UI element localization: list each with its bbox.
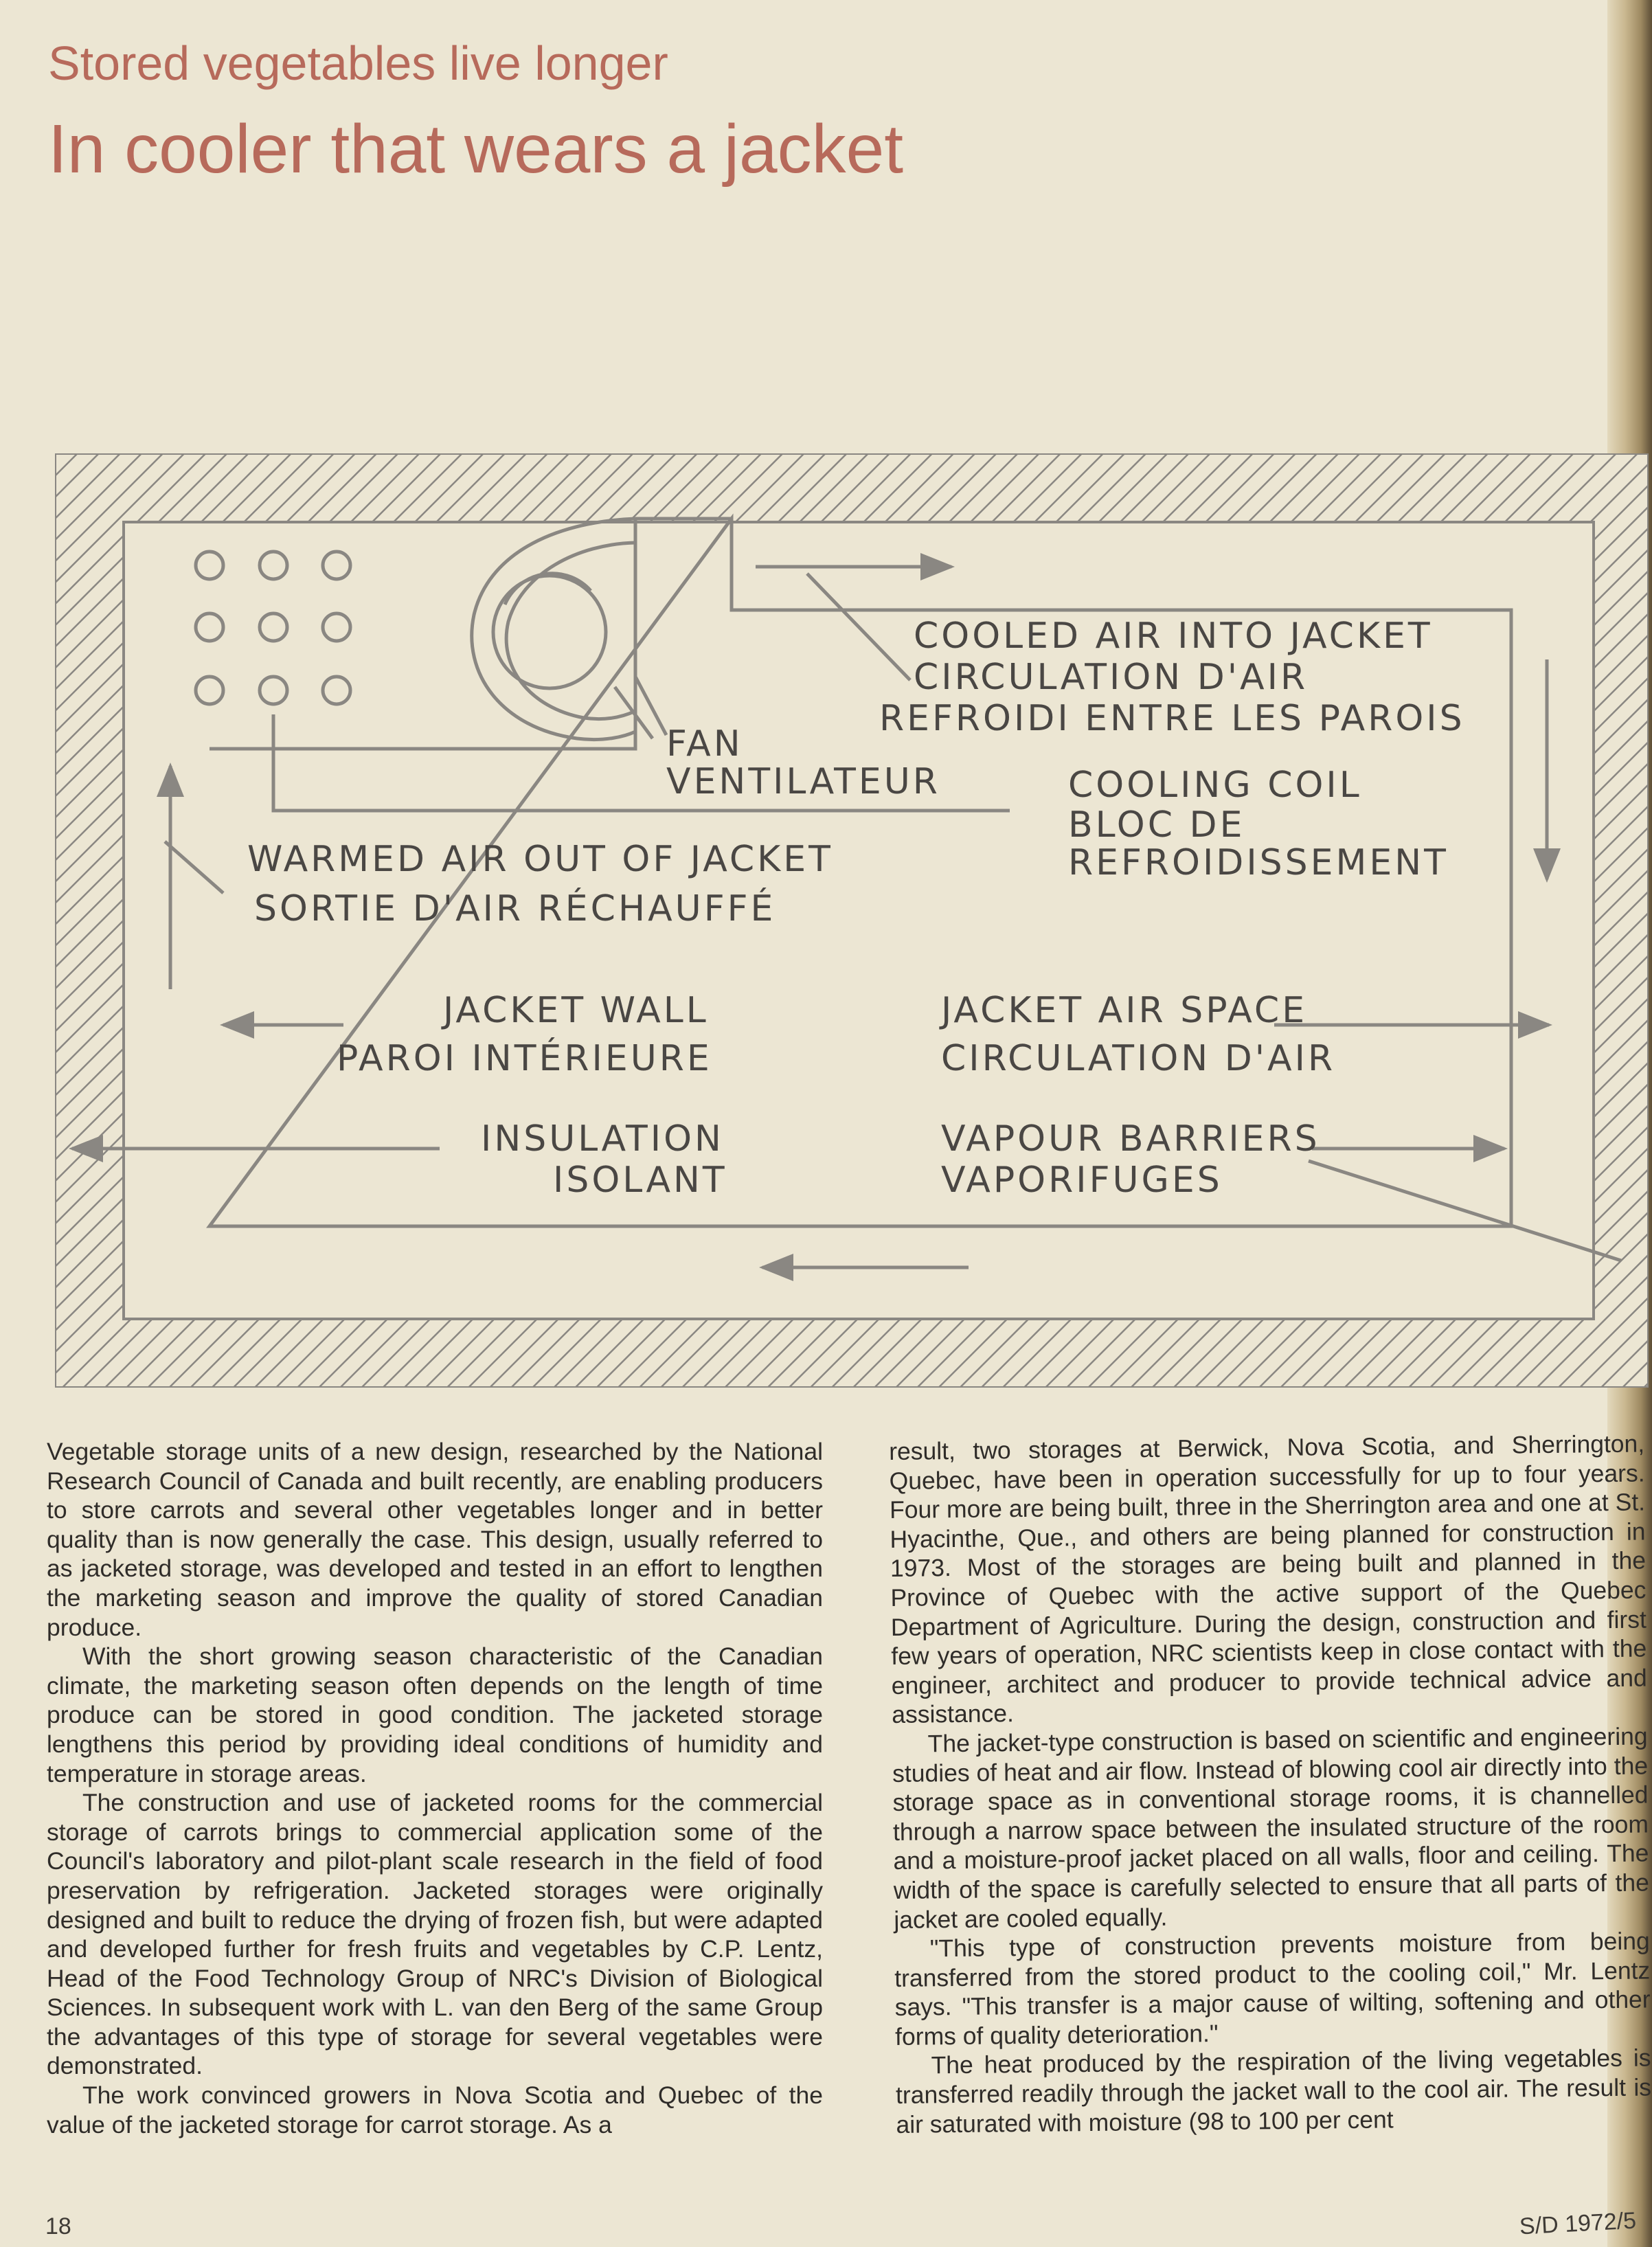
label-vapour-en: VAPOUR BARRIERS: [941, 1118, 1320, 1160]
label-vapour-fr: VAPORIFUGES: [941, 1160, 1223, 1201]
label-cooling-coil-en: COOLING COIL: [1068, 765, 1362, 806]
paragraph: "This type of construction prevents moisture from being transferred from the stored product to the cooling coil," Mr. Lentz says. "This transfer is a major cause of wilting, softening and other forms of quality deterioration.": [894, 1927, 1651, 2051]
fan-duct: [635, 519, 732, 610]
label-warmed-air-en: WARMED AIR OUT OF JACKET: [247, 839, 833, 880]
body-column-right: [889, 1429, 1652, 2139]
label-jacket-wall-fr: PAROI INTÉRIEURE: [337, 1038, 712, 1079]
label-jacket-air-space-en: JACKET AIR SPACE: [941, 990, 1308, 1031]
label-warmed-air-fr: SORTIE D'AIR RÉCHAUFFÉ: [254, 888, 776, 929]
issue-folio: S/D 1972/5: [1519, 2207, 1637, 2240]
jacketed-storage-diagram: [55, 453, 1649, 1388]
label-cooled-air-en: COOLED AIR INTO JACKET: [914, 616, 1433, 657]
label-cooling-coil-fr2: REFROIDISSEMENT: [1068, 842, 1449, 883]
label-insulation-fr: ISOLANT: [553, 1160, 727, 1201]
label-fan-fr: VENTILATEUR: [666, 761, 940, 802]
label-cooling-coil-fr1: BLOC DE: [1068, 804, 1245, 846]
paragraph: The jacket-type construction is based on scientific and engineering studies of heat and air flow. Instead of blowing cool air directly into the storage space as in conventional storage rooms, it is channelled through a narrow space between the insulated structure of the room and a moisture-proof jacket placed on all walls, floor and ceiling. The width of the space is carefully selected to ensure that all parts of the jacket are cooled equally.: [892, 1722, 1650, 1934]
cooling-coil-icon: [196, 552, 350, 704]
fan-icon: [472, 519, 635, 740]
page-number: 18: [45, 2213, 71, 2239]
paragraph: result, two storages at Berwick, Nova Scotia, and Sherrington, Quebec, have been in operation successfully for up to four years. Four more are being built, three in the Sherrington area and one at St. Hyacinthe, Que., and others are being planned for construction in 1973. Most of the storages are being built and planned in the Province of Quebec with the active support of the Quebec Department of Agriculture. During the design, construction and first few years of operation, NRC scientists keep in close contact with the engineer, architect and producer to provide technical advice and assistance.: [889, 1430, 1647, 1729]
paragraph: With the short growing season characteristic of the Canadian climate, the marketing season often depends on the length of time produce can be stored in good condition. The jacketed storage lengthens this period by providing ideal conditions of humidity and temperature in storage areas.: [47, 1642, 823, 1787]
paragraph: The work convinced growers in Nova Scotia and Quebec of the value of the jacketed storage for carrot storage. As a: [47, 2081, 823, 2138]
label-cooled-air-fr1: CIRCULATION D'AIR: [914, 657, 1309, 698]
label-jacket-wall-en: JACKET WALL: [443, 990, 709, 1031]
label-jacket-air-space-fr: CIRCULATION D'AIR: [941, 1038, 1336, 1079]
paragraph: The construction and use of jacketed rooms for the commercial storage of carrots brings to commercial application some of the Council's laboratory and pilot-plant scale research in the field of food preservation by refrigeration. Jacketed storages were originally designed and built to reduce the drying of frozen fish, but were adapted and developed further for fresh fruits and vegetables by C.P. Lentz, Head of the Food Technology Group of NRC's Division of Biological Sciences. In subsequent work with L. van den Berg of the same Group the advantages of this type of storage for several vegetables were demonstrated.: [47, 1789, 823, 2080]
article-kicker: Stored vegetables live longer: [48, 36, 668, 90]
paragraph: The heat produced by the respiration of the living vegetables is transferred readily through the jacket wall to the cool air. The result is air saturated with moisture (98 to 100 per cent: [895, 2044, 1652, 2138]
article-headline: In cooler that wears a jacket: [48, 111, 904, 188]
label-cooled-air-fr2: REFROIDI ENTRE LES PAROIS: [879, 698, 1465, 739]
paragraph: Vegetable storage units of a new design, researched by the National Research Council of Canada and built recently, are enabling producers to store carrots and several other vegetables longer and in better quality than is now generally the case. This design, usually referred to as jacketed storage, was developed and tested in an effort to lengthen the marketing season and improve the quality of stored Canadian produce.: [47, 1438, 823, 1641]
body-column-left: [47, 1437, 823, 2139]
label-fan-en: FAN: [666, 723, 743, 765]
label-insulation-en: INSULATION: [481, 1118, 724, 1160]
